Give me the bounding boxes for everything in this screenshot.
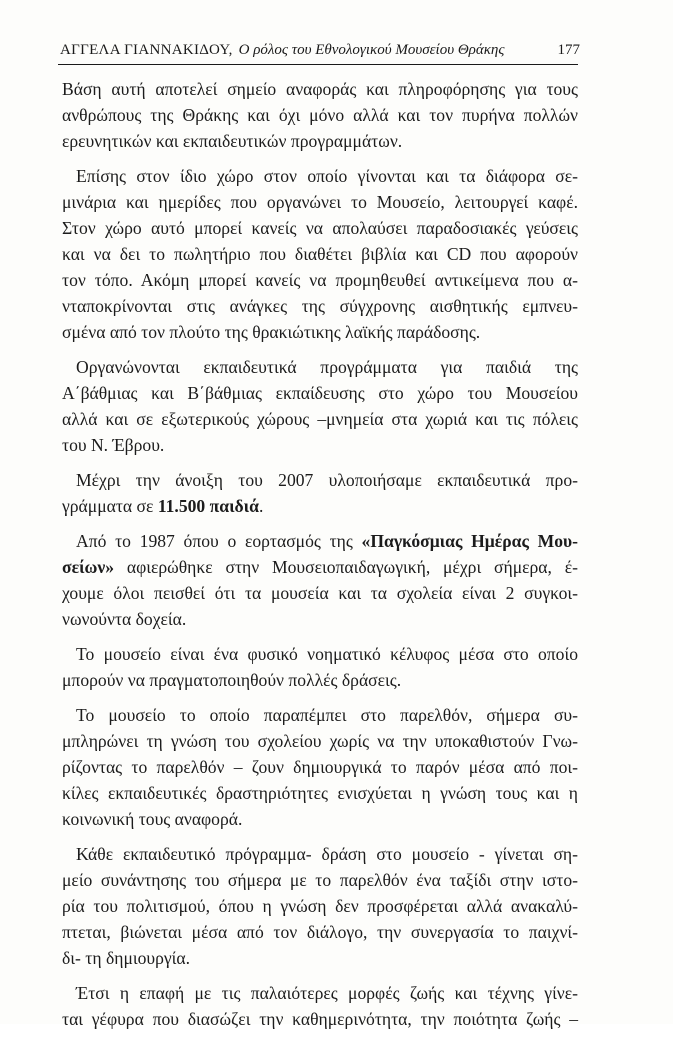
text-line: μπορούν να πραγματοποιηθούν πολλές δράσεις. [62,670,402,690]
paragraph-9 [62,980,578,1032]
text-line: μινάρια και ημερίδες που οργανώνει το Μουσείο, λειτουργεί καφέ. [62,192,578,212]
header-title: Ο ρόλος του Εθνολογικού Μουσείου Θράκης [238,42,505,58]
text-line: Το μουσείο είναι ένα φυσικό νοηματικό κέλυφος μέσα στο οποίο [76,644,578,664]
text-line: ρίζοντας το παρελθόν – ζουν δημιουργικά το παρόν μέσα από ποι- [62,757,578,777]
text-line: σμένα από τον πλούτο της θρακιώτικης λαϊκής παράδοσης. [62,322,481,342]
text-line: Μέχρι την άνοιξη του 2007 υλοποιήσαμε εκπαιδευτικά προ- [76,470,578,490]
paragraph-8 [62,841,578,971]
paragraph-2 [62,163,578,345]
text-line: Έτσι η επαφή με τις παλαιότερες μορφές ζωής και τέχνης γίνε- [76,983,578,1003]
text-line: Κάθε εκπαιδευτικό πρόγραμμα- δράση στο μουσείο - γίνεται ση- [76,844,578,864]
text-line: χουμε όλοι πεισθεί ότι τα μουσεία και τα σχολεία είναι 2 συγκοι- [62,583,578,603]
text-line: πτεται, βιώνεται μέσα από τον διάλογο, την συνεργασία το παιχνί- [62,922,578,942]
text-line: Επίσης στον ίδιο χώρο στον οποίο γίνονται και τα διάφορα σε- [76,166,578,186]
bold-count: 11.500 παιδιά [157,496,259,516]
text-line: αλλά και σε εξωτερικούς χώρους –μνημεία στα χωριά και τις πόλεις [62,409,578,429]
text-line: νταποκρίνονται στις ανάγκες της σύγχρονης αισθητικής εμπνευ- [62,296,578,316]
header-author: ΑΓΓΕΛΑ ΓΙΑΝΝΑΚΙΔΟΥ, [60,42,233,58]
text-line: και να δει το πωλητήριο που διαθέτει βιβλία και CD που αφορούν [62,244,578,264]
bold-event-name-cont: σείων» [62,557,115,577]
text-line: ανθρώπους της Θράκης και όχι μόνο αλλά και τον πυρήνα πολλών [62,105,578,125]
paragraph-5 [62,528,578,632]
text-line: κίλες εκπαιδευτικές δραστηριότητες ενισχύεται η γνώση τους και η [62,783,578,803]
body-text [62,76,578,1041]
text-line: Στον χώρο αυτό μπορεί κανείς να απολαύσει παραδοσιακές γεύσεις [62,218,578,238]
header-rule [58,64,578,65]
text-run: αφιερώθηκε στην Μουσειοπαιδαγωγική, μέχρι σήμερα, έ- [114,557,578,577]
text-line: Βάση αυτή αποτελεί σημείο αναφοράς και πληροφόρησης για τους [62,79,578,99]
text-line: μπληρώνει τη γνώση του σχολείου χωρίς να την υποκαθιστούν Γνω- [62,731,578,751]
text-line [62,528,578,554]
text-line: ερευνητικών και εκπαιδευτικών προγραμμάτων. [62,131,403,151]
text-line: Α΄βάθμιας και Β΄βάθμιας εκπαίδευσης στο χώρο του Μουσείου [62,383,578,403]
text-line: Οργανώνονται εκπαιδευτικά προγράμματα για παιδιά της [76,357,578,377]
paragraph-4 [62,467,578,519]
text-run: . [258,496,264,516]
text-line [62,554,578,580]
text-line: τον τόπο. Ακόμη μπορεί κανείς να προμηθευθεί αντικείμενα που α- [62,270,578,290]
text-line: του Ν. Έβρου. [62,435,165,455]
page-number: 177 [557,42,580,58]
text-line: ται γέφυρα που διασώζει την καθημερινότητα, την ποιότητα ζωής – [62,1009,578,1029]
text-line: νωνούντα δοχεία. [62,609,187,629]
paragraph-7 [62,702,578,832]
text-run: Από το 1987 όπου ο εορτασμός της [76,531,362,551]
paragraph-1 [62,76,578,154]
text-line: ρία του πολιτισμού, όπου η γνώση δεν προσφέρεται αλλά ανακαλύ- [62,896,578,916]
paragraph-6 [62,641,578,693]
text-line: δι- τη δημιουργία. [62,948,191,968]
running-header [60,42,580,62]
text-line: κοινωνική τους αναφορά. [62,809,243,829]
text-run: γράμματα σε [62,496,158,516]
text-line [62,493,578,519]
text-line: Το μουσείο το οποίο παραπέμπει στο παρελθόν, σήμερα συ- [76,705,578,725]
bold-event-name: «Παγκόσμιας Ημέρας Μου- [361,531,578,551]
text-line: μείο συνάντησης του σήμερα με το παρελθόν ένα ταξίδι στην ιστο- [62,870,578,890]
paragraph-3 [62,354,578,458]
